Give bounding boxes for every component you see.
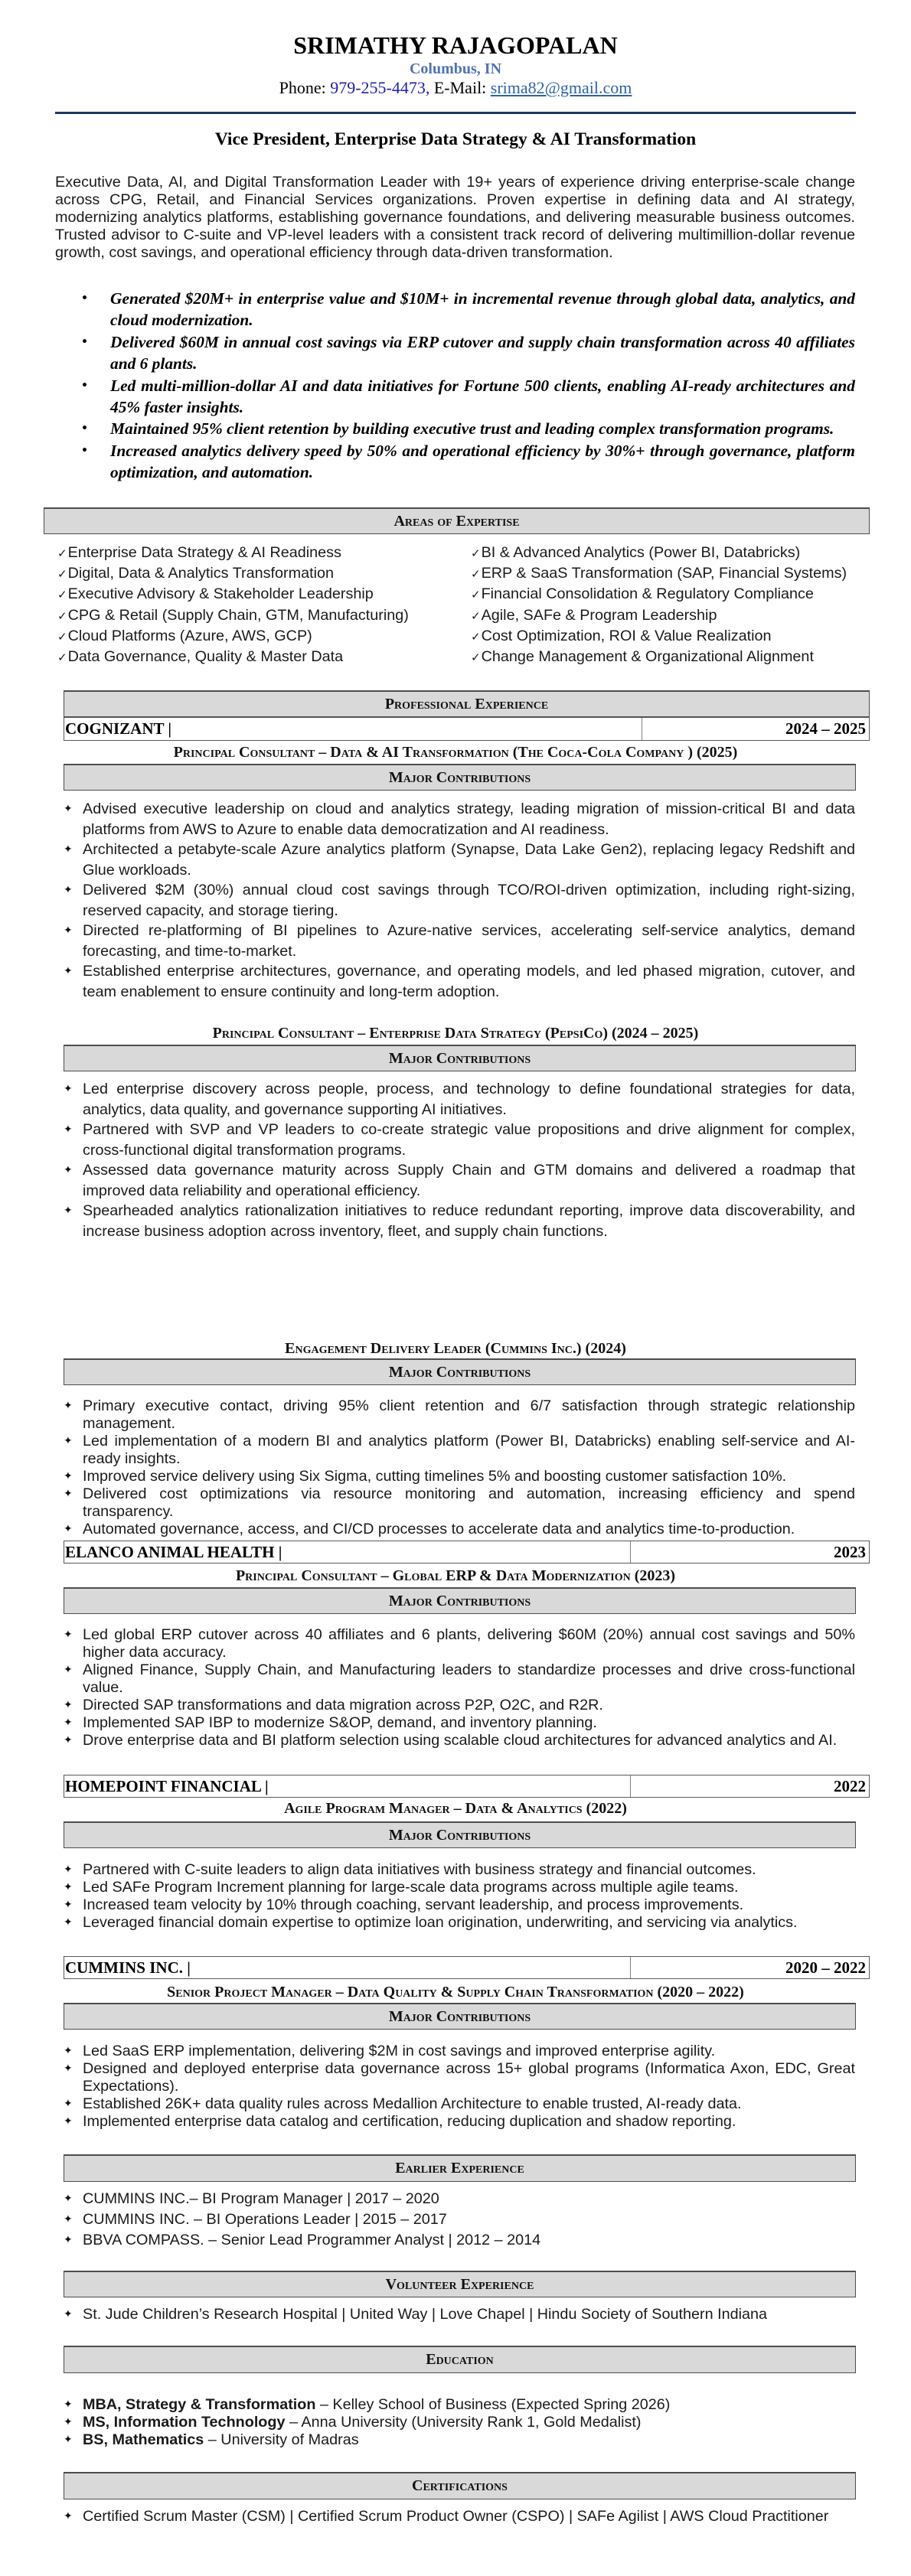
company-row-cognizant (64, 717, 870, 741)
certification-item: ✦ Certified Scrum Master (CSM) | Certified Scrum Product Owner (CSPO) | SAFe Agilist | AWS Cloud Practitioner (64, 2508, 829, 2525)
section-header-experience: Professional Experience (64, 690, 870, 717)
expertise-column-right (471, 543, 884, 667)
school: – Anna University (University Rank 1, Gold Medalist) (285, 2414, 642, 2431)
section-header-expertise: Areas of Expertise (44, 507, 870, 534)
star-bullet-icon: ✦ (64, 2398, 73, 2411)
contributions-list (64, 799, 855, 1002)
position-title: Agile Program Manager – Data & Analytics (2022) (284, 1800, 627, 1817)
contribution-item: ✦ Directed re-platforming of BI pipelines to Azure-native services, accelerating self-service analytics, demand forecasting, and time-to-market. (64, 922, 855, 960)
contributions-list (64, 1397, 855, 1538)
subsection-header-contributions: Major Contributions (64, 1821, 856, 1848)
contribution-item: ✦ Directed SAP transformations and data migration across P2P, O2C, and R2R. (64, 1697, 603, 1714)
star-bullet-icon: ✦ (64, 2234, 73, 2246)
star-bullet-icon: ✦ (64, 2213, 73, 2225)
star-bullet-icon: ✦ (64, 1400, 73, 1412)
star-bullet-icon: ✦ (64, 2434, 73, 2446)
contribution-item: ✦ Established 26K+ data quality rules across Medallion Architecture to enable trusted, AI-ready data. (64, 2095, 742, 2112)
star-bullet-icon: ✦ (64, 2045, 73, 2057)
contributions-list (64, 2043, 855, 2131)
expertise-item: ✓Cost Optimization, ROI & Value Realization (471, 627, 772, 644)
check-icon: ✓ (57, 629, 67, 644)
star-bullet-icon: ✦ (64, 1164, 73, 1176)
subsection-header-contributions: Major Contributions (64, 2003, 856, 2030)
contribution-item: ✦ Implemented SAP IBP to modernize S&OP, demand, and inventory planning. (64, 1714, 597, 1731)
check-icon: ✓ (57, 588, 67, 602)
subsection-header-contributions: Major Contributions (64, 1358, 856, 1385)
certifications-list (64, 2508, 855, 2525)
star-bullet-icon: ✦ (64, 1629, 73, 1641)
star-bullet-icon: ✦ (64, 1899, 73, 1911)
expertise-item: ✓Data Governance, Quality & Master Data (57, 648, 344, 666)
section-header-volunteer: Volunteer Experience (64, 2271, 856, 2297)
volunteer-list (64, 2306, 855, 2323)
email-label: E-Mail: (429, 78, 491, 97)
star-bullet-icon: ✦ (64, 1435, 73, 1447)
highlight-item: • Led multi-million-dollar AI and data initiatives for Fortune 500 clients, enabling AI-ready architectures and 45% faster insights. (81, 376, 855, 417)
highlights-list (80, 288, 855, 484)
earlier-experience-item: ✦ CUMMINS INC.– BI Program Manager | 2017 – 2020 (64, 2189, 855, 2209)
expertise-item: ✓Digital, Data & Analytics Transformation (57, 565, 334, 582)
earlier-experience-item: ✦ BBVA COMPASS. – Senior Lead Programmer Analyst | 2012 – 2014 (64, 2230, 855, 2251)
bullet-dot-icon: • (81, 444, 88, 457)
company-name: CUMMINS INC. | (64, 1957, 631, 1978)
company-dates: 2023 (834, 1543, 866, 1561)
check-icon: ✓ (471, 629, 481, 644)
check-icon: ✓ (57, 567, 67, 582)
highlight-item: • Maintained 95% client retention by building executive trust and leading complex transformation programs. (80, 418, 855, 439)
summary-paragraph: Executive Data, AI, and Digital Transformation Leader with 19+ years of experience driving enterprise-scale change across CPG, Retail, and Financial Services organizations. Proven expertise in defining data and AI strategy, modernizing analytics platforms, establishing governance foundations, and delivering measurable business outcomes. Trusted advisor to C-suite and VP-level leaders with a consistent track record of delivering multimillion-dollar revenue growth, cost savings, and operational efficiency through data-driven transformation. (55, 174, 855, 261)
earlier-experience-list (64, 2189, 855, 2251)
star-bullet-icon: ✦ (64, 1717, 73, 1729)
degree: MBA, Strategy & Transformation (83, 2396, 316, 2413)
contribution-item: ✦ Primary executive contact, driving 95% client retention and 6/7 satisfaction through strategic relationship management. (64, 1397, 855, 1432)
contributions-list (64, 1626, 855, 1749)
school: – University of Madras (204, 2431, 359, 2448)
contribution-item: ✦ Drove enterprise data and BI platform selection using scalable cloud architectures for advanced analytics and AI. (64, 1732, 838, 1749)
star-bullet-icon: ✦ (64, 2308, 73, 2320)
expertise-item: ✓Change Management & Organizational Alignment (471, 648, 814, 666)
subsection-header-contributions: Major Contributions (64, 1045, 856, 1071)
check-icon: ✓ (471, 651, 481, 665)
company-row-homepoint (64, 1775, 870, 1798)
check-icon: ✓ (57, 546, 67, 560)
position-title: Senior Project Manager – Data Quality & Supply Chain Transformation (2020 – 2022) (167, 1984, 744, 2000)
contribution-item: ✦ Architected a petabyte-scale Azure analytics platform (Synapse, Data Lake Gen2), replacing legacy Redshift and Glue workloads. (64, 841, 855, 879)
star-bullet-icon: ✦ (64, 843, 73, 856)
star-bullet-icon: ✦ (64, 1205, 73, 1217)
check-icon: ✓ (57, 608, 67, 623)
contribution-item: ✦ Automated governance, access, and CI/CD processes to accelerate data and analytics time-to-production. (64, 1521, 795, 1537)
contribution-item: ✦ Led enterprise discovery across people, process, and technology to define foundational strategies for data, analytics, data quality, and governance supporting AI initiatives. (64, 1081, 855, 1118)
star-bullet-icon: ✦ (64, 2193, 73, 2205)
phone-label: Phone: (279, 78, 331, 97)
company-row-elanco (64, 1541, 870, 1564)
expertise-item: ✓Agile, SAFe & Program Leadership (471, 606, 717, 624)
highlight-item: • Increased analytics delivery speed by 50% and operational efficiency by 30%+ through governance, platform optimization, and automation. (81, 441, 855, 482)
highlight-item: • Generated $20M+ in enterprise value and $10M+ in incremental revenue through global data, analytics, and cloud modernization. (81, 289, 855, 330)
expertise-item: ✓CPG & Retail (Supply Chain, GTM, Manufacturing) (57, 606, 409, 624)
company-dates: 2024 – 2025 (785, 719, 866, 738)
volunteer-item: ✦ St. Jude Children’s Research Hospital | United Way | Love Chapel | Hindu Society of Southern Indiana (64, 2306, 767, 2323)
contact-line (0, 78, 911, 98)
company-name: ELANCO ANIMAL HEALTH | (64, 1541, 631, 1563)
star-bullet-icon: ✦ (64, 1864, 73, 1876)
contribution-item: ✦ Led global ERP cutover across 40 affiliates and 6 plants, delivering $60M (20%) annual cost savings and 50% higher data accuracy. (64, 1626, 855, 1661)
company-name: HOMEPOINT FINANCIAL | (64, 1775, 631, 1797)
school: – Kelley School of Business (Expected Spring 2026) (315, 2396, 671, 2413)
section-header-education: Education (64, 2346, 856, 2373)
contribution-item: ✦ Implemented enterprise data catalog and certification, reducing duplication and shadow reporting. (64, 2113, 736, 2130)
star-bullet-icon: ✦ (64, 2115, 73, 2128)
star-bullet-icon: ✦ (64, 2510, 73, 2522)
star-bullet-icon: ✦ (64, 2062, 73, 2075)
contribution-item: ✦ Delivered cost optimizations via resource monitoring and automation, increasing efficiency and spend transparency. (64, 1485, 855, 1520)
candidate-location: Columbus, IN (409, 60, 502, 77)
position-title: Principal Consultant – Data & AI Transformation (The Coca-Cola Company ) (2025) (173, 744, 738, 761)
expertise-item: ✓Financial Consolidation & Regulatory Compliance (471, 585, 814, 603)
section-header-certifications: Certifications (64, 2472, 856, 2499)
check-icon: ✓ (471, 588, 481, 602)
education-item (64, 2396, 855, 2414)
position-title: Principal Consultant – Global ERP & Data Modernization (2023) (235, 1567, 676, 1584)
star-bullet-icon: ✦ (64, 1083, 73, 1095)
bullet-dot-icon: • (81, 379, 88, 392)
position-title: Principal Consultant – Enterprise Data Strategy (PepsiCo) (2024 – 2025) (212, 1025, 699, 1042)
star-bullet-icon: ✦ (64, 965, 73, 977)
star-bullet-icon: ✦ (64, 1523, 73, 1535)
education-item (64, 2414, 855, 2431)
contribution-item: ✦ Aligned Finance, Supply Chain, and Manufacturing leaders to standardize processes and drive cross-functional value. (64, 1661, 855, 1696)
expertise-item: ✓Cloud Platforms (Azure, AWS, GCP) (57, 627, 312, 644)
bullet-dot-icon: • (81, 335, 88, 348)
company-dates: 2020 – 2022 (785, 1958, 866, 1977)
star-bullet-icon: ✦ (64, 1916, 73, 1929)
professional-headline: Vice President, Enterprise Data Strategy & AI Transformation (214, 129, 697, 149)
subsection-header-contributions: Major Contributions (64, 764, 856, 791)
star-bullet-icon: ✦ (64, 1734, 73, 1746)
company-row-cummins (64, 1956, 870, 1979)
check-icon: ✓ (57, 651, 67, 665)
star-bullet-icon: ✦ (64, 2416, 73, 2428)
header-divider (55, 112, 856, 114)
company-dates: 2022 (834, 1777, 866, 1795)
education-item (64, 2431, 855, 2449)
contribution-item: ✦ Designed and deployed enterprise data governance across 15+ global programs (Informatica Axon, EDC, Great Expectations). (64, 2060, 855, 2095)
star-bullet-icon: ✦ (64, 803, 73, 815)
check-icon: ✓ (471, 567, 481, 582)
email-link[interactable]: srima82@gmail.com (490, 78, 632, 97)
contribution-item: ✦ Increased team velocity by 10% through coaching, servant leadership, and process improvements. (64, 1896, 744, 1913)
phone-link[interactable]: 979-255-4473, (330, 78, 430, 97)
contribution-item: ✦ Led SAFe Program Increment planning for large-scale data programs across multiple agile teams. (64, 1879, 739, 1896)
star-bullet-icon: ✦ (64, 1488, 73, 1500)
expertise-item: ✓BI & Advanced Analytics (Power BI, Databricks) (471, 544, 801, 561)
contribution-item: ✦ Established enterprise architectures, governance, and operating models, and led phased migration, cutover, and team enablement to ensure continuity and long-term adoption. (64, 963, 855, 1000)
contribution-item: ✦ Spearheaded analytics rationalization initiatives to reduce redundant reporting, improve data discoverability, and increase business adoption across inventory, fleet, and supply chain functions. (64, 1202, 855, 1240)
contribution-item: ✦ Assessed data governance maturity across Supply Chain and GTM domains and delivered a roadmap that improved data reliability and operational efficiency. (64, 1162, 855, 1199)
contributions-list (64, 1861, 855, 1932)
check-icon: ✓ (471, 608, 481, 623)
contribution-item: ✦ Partnered with SVP and VP leaders to co-create strategic value propositions and drive alignment for complex, cross-functional digital transformation programs. (64, 1121, 855, 1159)
bullet-dot-icon: • (81, 292, 88, 305)
education-list (64, 2396, 855, 2449)
star-bullet-icon: ✦ (64, 1664, 73, 1676)
contribution-item: ✦ Advised executive leadership on cloud and analytics strategy, leading migration of mission-critical BI and data platforms from AWS to Azure to enable data democratization and AI readiness. (64, 801, 855, 838)
contribution-item: ✦ Led SaaS ERP implementation, delivering $2M in cost savings and improved enterprise agility. (64, 2043, 716, 2059)
contribution-item: ✦ Partnered with C-suite leaders to align data initiatives with business strategy and financial outcomes. (64, 1861, 756, 1878)
company-name: COGNIZANT | (64, 718, 642, 740)
degree: BS, Mathematics (83, 2431, 204, 2448)
expertise-column-left (57, 543, 455, 667)
expertise-item: ✓ERP & SaaS Transformation (SAP, Financial Systems) (471, 565, 847, 582)
section-header-earlier-experience: Earlier Experience (64, 2154, 856, 2182)
star-bullet-icon: ✦ (64, 1699, 73, 1711)
contributions-list (64, 1079, 855, 1241)
check-icon: ✓ (471, 546, 481, 560)
candidate-name: SRIMATHY RAJAGOPALAN (293, 31, 618, 59)
expertise-item: ✓Executive Advisory & Stakeholder Leadership (57, 585, 374, 603)
star-bullet-icon: ✦ (64, 2098, 73, 2110)
star-bullet-icon: ✦ (64, 1470, 73, 1482)
star-bullet-icon: ✦ (64, 924, 73, 937)
star-bullet-icon: ✦ (64, 884, 73, 896)
position-title: Engagement Delivery Leader (Cummins Inc.) (2024) (285, 1340, 626, 1357)
expertise-item: ✓Enterprise Data Strategy & AI Readiness (57, 544, 341, 561)
contribution-item: ✦ Delivered $2M (30%) annual cloud cost savings through TCO/ROI-driven optimization, including right-sizing, reserved capacity, and storage tiering. (64, 882, 855, 919)
star-bullet-icon: ✦ (64, 1881, 73, 1893)
earlier-experience-item: ✦ CUMMINS INC. – BI Operations Leader | 2015 – 2017 (64, 2209, 855, 2230)
contribution-item: ✦ Improved service delivery using Six Sigma, cutting timelines 5% and boosting customer satisfaction 10%. (64, 1468, 787, 1485)
contribution-item: ✦ Leveraged financial domain expertise to optimize loan origination, underwriting, and servicing via analytics. (64, 1914, 798, 1931)
contribution-item: ✦ Led implementation of a modern BI and analytics platform (Power BI, Databricks) enabling self-service and AI-ready insights. (64, 1433, 855, 1467)
bullet-dot-icon: • (81, 422, 88, 435)
subsection-header-contributions: Major Contributions (64, 1587, 856, 1614)
highlight-item: • Delivered $60M in annual cost savings via ERP cutover and supply chain transformation across 40 affiliates and 6 plants. (81, 332, 855, 373)
degree: MS, Information Technology (83, 2414, 286, 2431)
star-bullet-icon: ✦ (64, 1123, 73, 1136)
